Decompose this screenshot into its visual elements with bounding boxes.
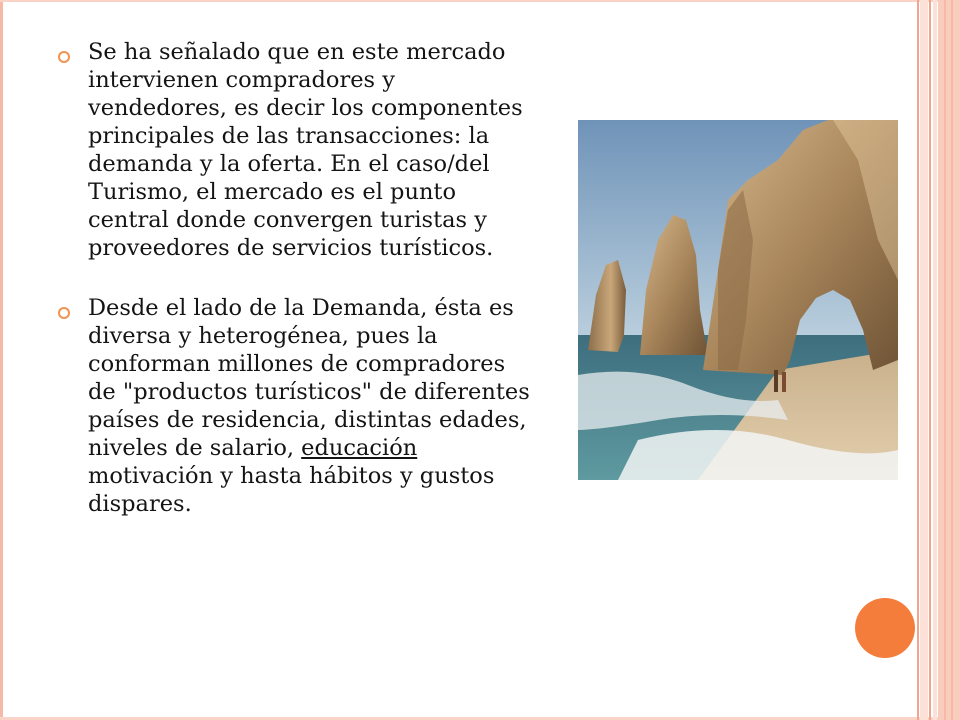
bullet-item-demand: [58, 294, 538, 518]
orange-circle-decor: [855, 598, 915, 658]
bullet-icon: [58, 307, 70, 319]
decor-stripe: [920, 0, 928, 720]
decor-stripe: [917, 0, 919, 720]
bullet-icon: [58, 51, 70, 63]
left-border: [0, 0, 3, 720]
bullet-item-market: [58, 38, 538, 262]
decor-stripe: [938, 0, 960, 720]
text-content: [58, 38, 538, 550]
bullet-text-part2: motivación y hasta hábitos y gustos dispares.: [88, 463, 495, 517]
decor-stripe: [951, 0, 953, 720]
bullet-text-part1: Desde el lado de la Demanda, ésta es diversa y heterogénea, pues la conforman millones de compradores de "productos turísticos" de diferentes países de residencia, distintas edades, niveles de salario,: [88, 295, 530, 461]
beach-rock-arch-photo: [578, 120, 898, 480]
top-border: [0, 0, 960, 2]
decor-stripe: [933, 0, 937, 720]
decor-stripe: [944, 0, 946, 720]
decor-stripe: [929, 0, 931, 720]
bullet-text: Se ha señalado que en este mercado intervienen compradores y vendedores, es decir los componentes principales de las transacciones: la demanda y la oferta. En el caso/del Turismo, el mercado es el punto central donde convergen turistas y proveedores de servicios turísticos.: [88, 39, 523, 261]
educacion-link[interactable]: educación: [301, 435, 418, 461]
